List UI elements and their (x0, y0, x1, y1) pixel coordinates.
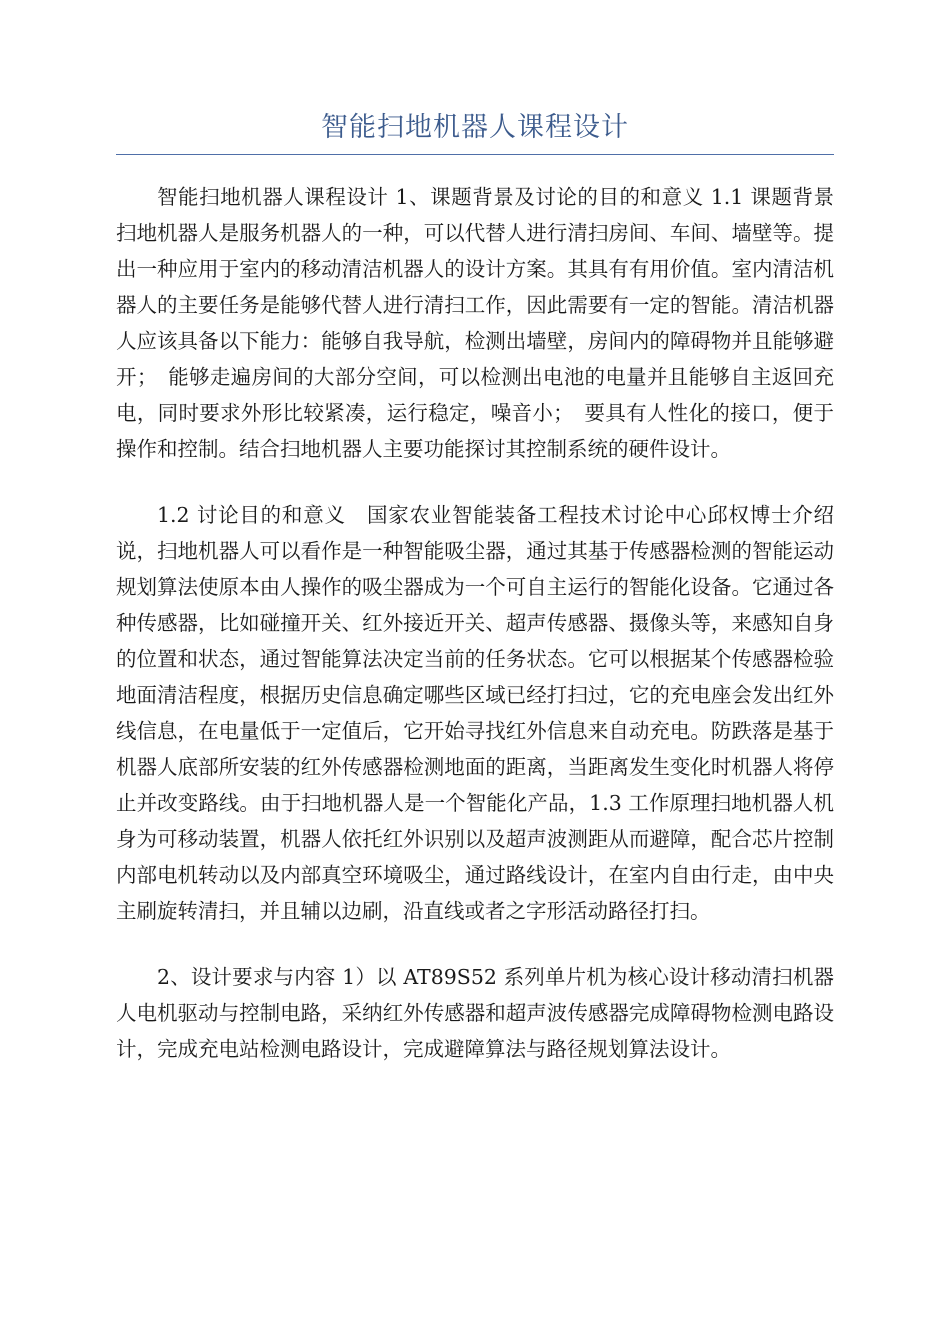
page-title: 智能扫地机器人课程设计 (116, 110, 834, 155)
paragraph-requirements: 2、设计要求与内容 1）以 AT89S52 系列单片机为核心设计移动清扫机器人电机驱动与控制电路，采纳红外传感器和超声波传感器完成障碍物检测电路设计，完成充电站检测电路设计，完成避障算法与路径规划算法设计。 (116, 965, 834, 1061)
paragraph-background: 智能扫地机器人课程设计 1、课题背景及讨论的目的和意义 1.1 课题背景扫地机器人是服务机器人的一种，可以代替人进行清扫房间、车间、墙壁等。提出一种应用于室内的移动清洁机器人的设计方案。其具有有用价值。室内清洁机器人的主要任务是能够代替人进行清扫工作，因此需要有一定的智能。清洁机器人应该具备以下能力：能够自我导航，检测出墙壁，房间内的障碍物并且能够避开； 能够走遍房间的大部分空间，可以检测出电池的电量并且能够自主返回充电，同时要求外形比较紧凑，运行稳定，噪音小； 要具有人性化的接口，便于操作和控制。结合扫地机器人主要功能探讨其控制系统的硬件设计。 (116, 185, 834, 461)
paragraph-purpose: 1.2 讨论目的和意义 国家农业智能装备工程技术讨论中心邱权博士介绍说，扫地机器人可以看作是一种智能吸尘器，通过其基于传感器检测的智能运动规划算法使原本由人操作的吸尘器成为一个可自主运行的智能化设备。它通过各种传感器，比如碰撞开关、红外接近开关、超声传感器、摄像头等，来感知自身的位置和状态，通过智能算法决定当前的任务状态。它可以根据某个传感器检验地面清洁程度，根据历史信息确定哪些区域已经打扫过，它的充电座会发出红外线信息，在电量低于一定值后，它开始寻找红外信息来自动充电。防跌落是基于机器人底部所安装的红外传感器检测地面的距离，当距离发生变化时机器人将停止并改变路线。由于扫地机器人是一个智能化产品，1.3 工作原理扫地机器人机身为可移动装置，机器人依托红外识别以及超声波测距从而避障，配合芯片控制内部电机转动以及内部真空环境吸尘，通过路线设计，在室内自由行走，由中央主刷旋转清扫，并且辅以边刷，沿直线或者之字形活动路径打扫。 (116, 503, 834, 923)
document-page (116, 110, 834, 1067)
